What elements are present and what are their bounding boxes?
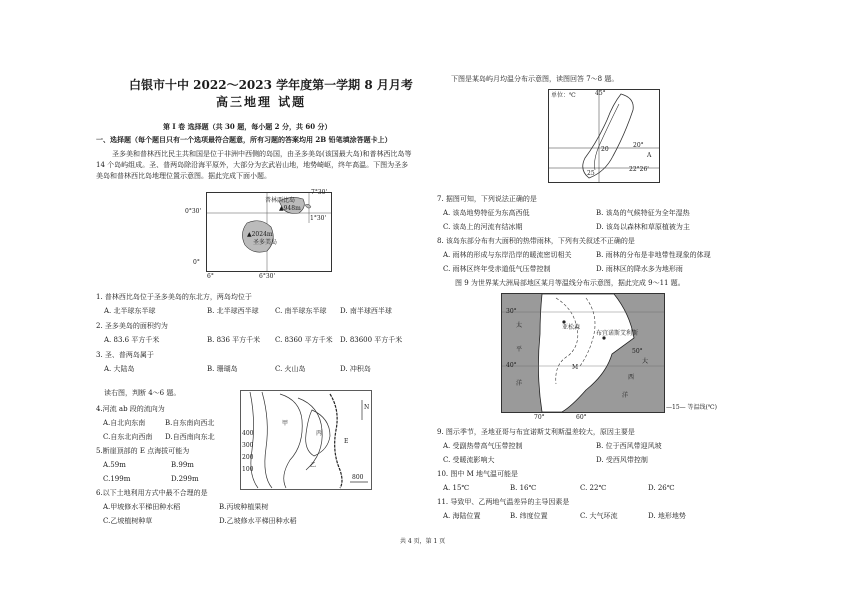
q9-option-d[interactable]: D. 受西风带控制: [596, 456, 648, 464]
slope-label: 丙: [316, 430, 323, 437]
q6-option-c[interactable]: C.乙坡植树种草: [103, 517, 153, 525]
q11-option-d[interactable]: D. 地形地势: [648, 512, 686, 520]
q10-stem: 10. 图中 M 地气温可能是: [437, 470, 518, 478]
lat-label: 1°30': [310, 215, 327, 222]
temperature-map: [548, 89, 660, 183]
q10-option-a[interactable]: A. 15℃: [443, 484, 470, 492]
lat-label: 22°26': [629, 166, 649, 173]
read-instruction: 读右图，判断 4～6 题。: [104, 389, 181, 397]
fig9-caption: 图 9 为世界某大洲局部地区某月等温线分布示意图，据此完成 9～11 题。: [455, 279, 685, 287]
contour-label: 100: [242, 466, 254, 473]
lat-label: 0°30': [185, 208, 202, 215]
q8-option-c[interactable]: C. 雨林区终年受赤道低气压带控制: [443, 265, 551, 273]
ocean-label: 洋: [516, 380, 523, 387]
q1-stem: 1. 普林西比岛位于圣多美岛的东北方，两岛均位于: [96, 293, 252, 301]
q3-option-a[interactable]: A. 大陆岛: [104, 365, 135, 373]
ocean-label: 大: [642, 358, 649, 365]
q6-option-a[interactable]: A.甲坡修水平梯田种水稻: [103, 503, 181, 511]
q3-option-c[interactable]: C. 火山岛: [275, 365, 306, 373]
scale-label: 800: [352, 474, 364, 481]
section-heading: 第 I 卷 选择题（共 30 题，每小题 2 分，共 60 分）: [163, 122, 332, 131]
ocean-label: 洋: [622, 392, 629, 399]
lat-label: 40°: [506, 362, 517, 369]
q11-option-b[interactable]: B. 纬度位置: [510, 512, 548, 520]
q4-option-b[interactable]: B.自东南向西北: [165, 419, 215, 427]
q8-option-a[interactable]: A. 雨林的形成与东岸沿岸的暖流密切相关: [443, 251, 572, 259]
q1-option-c[interactable]: C. 南半球东半球: [275, 307, 327, 315]
island-label: 普林西比岛: [265, 197, 296, 204]
section-instructions: 一、选择题（每个题目只有一个选项最符合题意，所有习题的答案均用 2B 铅笔填涂答题卡上）: [96, 135, 392, 144]
q6-stem: 6.以下土地利用方式中最不合理的是: [96, 489, 208, 497]
lon-label: 60°: [576, 414, 587, 421]
q7-option-a[interactable]: A. 该岛地势特征为东高西低: [443, 209, 530, 217]
lat-label: 0°: [193, 259, 200, 266]
exam-title: 白银市十中 2022～2023 学年度第一学期 8 月月考: [129, 78, 413, 92]
isotherm-label: 25: [587, 170, 595, 177]
q4-option-a[interactable]: A.自北向东南: [103, 419, 146, 427]
q4-option-d[interactable]: D.自西南向东北: [165, 433, 215, 441]
q2-option-d[interactable]: D. 83600 平方千米: [340, 336, 403, 344]
q8-stem: 8. 该岛东部分布有大面积的热带雨林，下列有关叙述不正确的是: [437, 237, 635, 245]
q5-option-b[interactable]: B.99m: [171, 461, 194, 469]
q10-option-b[interactable]: B. 16℃: [510, 484, 537, 492]
q7-option-d[interactable]: D. 该岛以森林和草原植被为主: [596, 223, 690, 231]
q4-stem: 4.河流 ab 段的流向为: [96, 405, 165, 413]
slope-label: 乙: [310, 462, 317, 469]
q8-option-d[interactable]: D. 雨林区的降水多为地形雨: [596, 265, 683, 273]
lat-label: 50°: [632, 348, 643, 355]
q5-option-a[interactable]: A.59m: [103, 461, 126, 469]
peak-label: ▲2024m: [247, 231, 273, 238]
south-america-isotherm-map: [501, 293, 665, 421]
q3-option-d[interactable]: D. 冲积岛: [340, 365, 371, 373]
q10-option-d[interactable]: D. 26℃: [648, 484, 675, 492]
city-label: 布宜诺斯艾利斯: [596, 330, 639, 337]
q2-stem: 2. 圣多美岛的面积约为: [96, 322, 168, 330]
lon-label: 45°: [595, 90, 606, 97]
city-label: 亚松森: [562, 324, 581, 331]
q1-option-b[interactable]: B. 北半球西半球: [207, 307, 259, 315]
q2-option-a[interactable]: A. 83.6 平方千米: [104, 336, 160, 344]
lat-label: 20°: [633, 142, 644, 149]
lon-label: 7°30': [311, 189, 328, 196]
lon-label: 6°30': [259, 273, 276, 280]
q9-stem: 9. 图示季节，圣地亚哥与布宜诺斯艾利斯温差较大，原因主要是: [437, 428, 635, 436]
isotherm-legend: —15— 等温线(℃): [666, 404, 717, 411]
intro-line-2: 14 个岛屿组成。圣、普两岛除沿海平原外，大部分为玄武岩山地，地势崎岖，终年高温。下图为圣多: [96, 161, 409, 169]
q11-stem: 11. 导致甲、乙两地气温差异的主导因素是: [437, 498, 570, 506]
q9-option-c[interactable]: C. 受暖流影响大: [443, 456, 495, 464]
exam-subtitle: 高三地理 试题: [216, 95, 307, 109]
q11-option-a[interactable]: A. 海陆位置: [443, 512, 481, 520]
island-label: 圣多美岛: [253, 239, 278, 246]
peak-label: ▲948m: [279, 205, 301, 212]
contour-label: 200: [242, 454, 254, 461]
q7-option-c[interactable]: C. 该岛上的河流有结冰期: [443, 223, 523, 231]
q11-option-c[interactable]: C. 大气环流: [580, 512, 618, 520]
contour-map: [240, 390, 372, 490]
q2-option-c[interactable]: C. 8360 平方千米: [275, 336, 333, 344]
slope-label: 甲: [282, 420, 289, 427]
q9-option-a[interactable]: A. 受副热带高气压带控制: [443, 442, 523, 450]
ocean-label: 平: [516, 346, 523, 353]
point-label: M: [572, 364, 579, 371]
q7-stem: 7. 据图可知，下列说法正确的是: [437, 195, 537, 203]
q3-stem: 3. 圣、普两岛属于: [96, 351, 154, 359]
q1-option-a[interactable]: A. 北半球东半球: [104, 307, 156, 315]
q8-option-b[interactable]: B. 雨林的分布是非地带性现象的体现: [596, 251, 711, 259]
right-intro: 下图是某岛屿月均温分布示意图，读图回答 7～8 题。: [451, 75, 619, 83]
lon-label: 6°: [207, 273, 214, 280]
lat-label: 30°: [506, 308, 517, 315]
q5-option-d[interactable]: D.299m: [171, 475, 199, 483]
map-unit: 单位：℃: [551, 92, 576, 99]
q5-stem: 5.断崖顶部的 E 点海拔可能为: [96, 447, 190, 455]
q4-option-c[interactable]: C.自东北向西南: [103, 433, 153, 441]
ocean-label: 西: [628, 374, 635, 381]
isotherm-label: 20: [601, 146, 609, 153]
q6-option-b[interactable]: B.丙坡种植果树: [219, 503, 269, 511]
q1-option-d[interactable]: D. 南半球西半球: [340, 307, 392, 315]
q6-option-d[interactable]: D.乙坡修水平梯田种水稻: [219, 517, 297, 525]
point-label: E: [344, 438, 349, 445]
q5-option-c[interactable]: C.199m: [103, 475, 131, 483]
intro-line-1: 圣多美和普林西比民主共和国是位于非洲中西侧的岛国，由圣多美岛(该国最大岛)和普林西比岛等: [112, 150, 412, 158]
ocean-label: 太: [516, 322, 523, 329]
q10-option-c[interactable]: C. 22℃: [580, 484, 607, 492]
intro-line-3: 美岛和普林西比岛地理位置示意图。据此完成下面小题。: [96, 172, 271, 180]
point-label: A: [647, 152, 652, 159]
q7-option-b[interactable]: B. 该岛的气候特征为全年湿热: [596, 209, 690, 217]
q3-option-b[interactable]: B. 珊瑚岛: [207, 365, 238, 373]
contour-label: 300: [242, 442, 254, 449]
page-footer: 共 4 页，第 1 页: [400, 538, 446, 545]
lon-label: 70°: [534, 414, 545, 421]
q2-option-b[interactable]: B. 836 平方千米: [207, 336, 261, 344]
island-location-map: [185, 189, 332, 280]
q9-option-b[interactable]: B. 位于西风带迎风坡: [596, 442, 662, 450]
contour-label: 400: [242, 430, 254, 437]
north-arrow-icon: N: [364, 404, 370, 411]
